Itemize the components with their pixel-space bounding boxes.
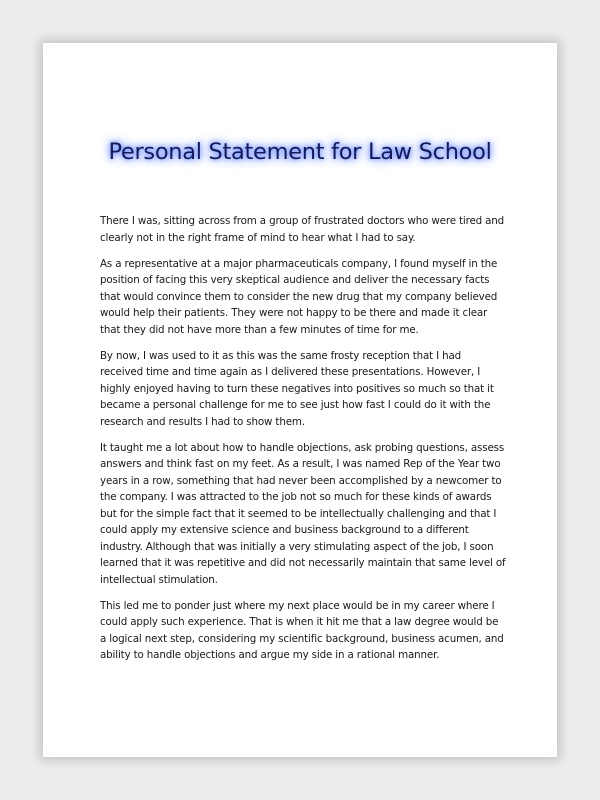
- document-page: [43, 43, 557, 757]
- paragraph-2: As a representative at a major pharmaceuticals company, I found myself in the position of facing this very skeptical audience and deliver the necessary facts that would convince them to consider the new drug that my company believed would help their patients. They were not happy to be there and made it clear that they did not have more than a few minutes of time for me.: [100, 257, 498, 336]
- document-body: [100, 213, 507, 673]
- paragraph-3: By now, I was used to it as this was the same frosty reception that I had received time and time again as I delivered these presentations. However, I highly enjoyed having to turn these negatives into positives so much so that it became a personal challenge for me to see just how fast I could do it with the research and results I had to show them.: [100, 349, 494, 428]
- paragraph-5: This led me to ponder just where my next place would be in my career where I could apply such experience. That is when it hit me that a law degree would be a logical next step, considering my scientific background, business acumen, and ability to handle objections and argue my side in a rational manner.: [100, 599, 504, 661]
- paragraph-1: There I was, sitting across from a group of frustrated doctors who were tired and clearly not in the right frame of mind to hear what I had to say.: [100, 215, 505, 244]
- paragraph-4: It taught me a lot about how to handle objections, ask probing questions, assess answers and think fast on my feet. As a result, I was named Rep of the Year two years in a row, something that had never been accomplished by a newcomer to the company. I was attracted to the job not so much for these kinds of awards but for the simple fact that it seemed to be intellectually challenging and that I could apply my extensive science and business background to a different industry. Although that was initially a very stimulating aspect of the job, I soon learned that it was repetitive and did not necessarily maintain that same level of intellectual stimulation.: [100, 441, 506, 586]
- document-title: Personal Statement for Law School: [108, 139, 492, 165]
